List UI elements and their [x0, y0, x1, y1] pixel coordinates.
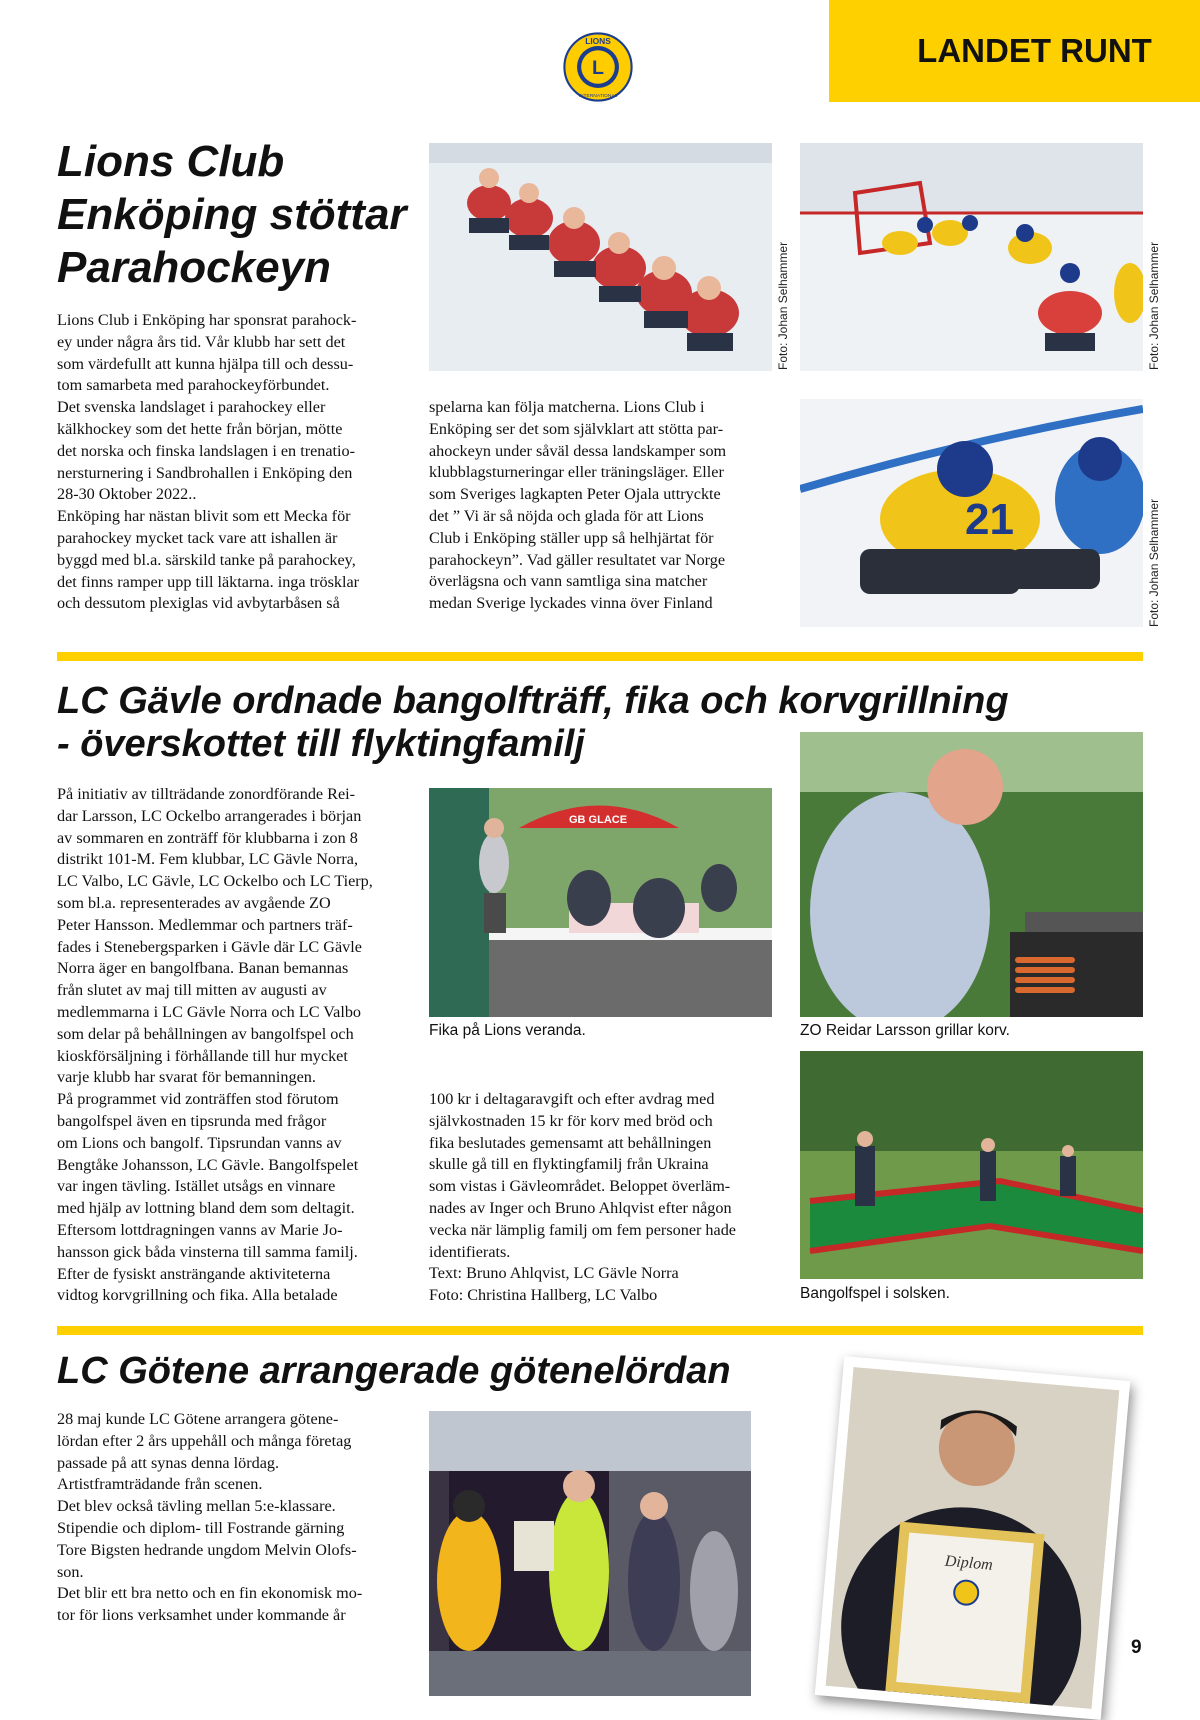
article-1-col1: Lions Club i Enköping har sponsrat parahock- ey under några års tid. Vår klubb har sett det som värdefullt att kunna hjälpa till och dessu- tom samarbeta med parahockeyförbundet. Det svenska landslaget i parahockey eller kälkhockey som det hette från början, mötte det norska och finska landslagen i en trenatio- nersturnering i Sandbrohallen i Enköping den 28-30 Oktober 2022.. Enköping har nästan blivit som ett Mecka för parahockey mycket tack vare att ishallen är byggd med bl.a. särskild tanke på parahockey, det finns ramper upp till läktarna. inga trösklar och dessutom plexiglas vid avbytarbåsen så: [57, 311, 360, 613]
article-3-title: LC Götene arrangerade götenelördan: [57, 1350, 731, 1392]
logo-letter: L: [592, 57, 604, 79]
page-number: 9: [1131, 1637, 1142, 1658]
photo-hockey-action: [800, 399, 1143, 627]
article-2-col1: På initiativ av tillträdande zonordförande Rei- dar Larsson, LC Ockelbo arrangerades i början av sommaren en zonträff för klubbarna i zon 8 distrikt 101-M. Fem klubbar, LC Gävle Norra, LC Valbo, LC Gävle, LC Ockelbo och LC Tierp, som bl.a. representerades av avgående ZO Peter Hansson. Medlemmar och partners träf- fades i Stenebergsparken i Gävle där LC Gävle Norra äger en bangolfbana. Banan bemannas från slutet av maj till mitten av augusti av medlemmarna i LC Gävle Norra och LC Valbo som delar på behållningen av bangolfspel och kioskförsäljning i förhållande till hur mycket varje klubb har svarat för bemanningen. På programmet vid zonträffen stod förutom bangolfspel även en tipsrunda med frågor om Lions och bangolf. Tipsrundan vanns av Bengtåke Johansson, LC Gävle. Bangolfspelet var ingen tävling. Istället utsågs en vinnare med hjälp av lottning bland dem som deltagit. Eftersom lottdragningen vanns av Marie Jo- hansson gick båda vinsterna till samma familj. Efter de fysiskt ansträngande aktiviteterna vidtog korvgrillning och fika. Alla betalade: [57, 785, 373, 1305]
article-1-title-line: Lions Club: [57, 137, 285, 186]
article-1-col2: spelarna kan följa matcherna. Lions Club i Enköping ser det som självklart att stötta par- ahockeyn under såväl dessa landskamper som klubblagsturneringar eller träningsläger. Eller som Sveriges lagkapten Peter Ojala uttryckte det ” Vi är så nöjda och glada för att Lions Club i Enköping ställer upp så helhjärtat för parahockeyn”. Vad gäller resultatet var Norge överlägsna och vann samtliga sina matcher medan Sverige lyckades vinna över Finland: [429, 398, 727, 613]
logo-text-bottom: INTERNATIONAL: [578, 94, 618, 100]
photo-stage: [429, 1411, 751, 1696]
photo-minigolf: [800, 1051, 1143, 1279]
photo-credit: Foto: Johan Selhammer: [1147, 498, 1161, 627]
article-2-title-line: - överskottet till flyktingfamilj: [57, 723, 585, 765]
article-2-col2: 100 kr i deltagaravgift och efter avdrag med självkostnaden 15 kr för korv med bröd och fika beslutades gemensamt att behållningen skulle gå till en flyktingfamilj från Ukraina som vistas i Gävleområdet. Beloppet överläm- nades av Inger och Bruno Ahlqvist efter någon vecka när lämplig familj om fem personer hade identifierats. Text: Bruno Ahlqvist, LC Gävle Norra Foto: Christina Hallberg, LC Valbo: [429, 1090, 736, 1305]
photo-caption: Fika på Lions veranda.: [429, 1022, 586, 1039]
article-3-col1: 28 maj kunde LC Götene arrangera götene- lördan efter 2 års uppehåll och många företag passade på att synas denna lördag. Artistframträdande från scenen. Det blev också tävling mellan 5:e-klassare. Stipendie och diplom- till Fostrande gärning Tore Bigsten hedrande ungdom Melvin Olofs- son. Det blir ett bra netto och en fin ekonomisk mo- tor för lions verksamhet under kommande år: [57, 1410, 363, 1625]
diploma-word: Diplom: [944, 1552, 994, 1574]
article-1-title-line: Parahockeyn: [57, 243, 331, 292]
section-divider: [57, 652, 1143, 661]
article-1-title-line: Enköping stöttar: [57, 190, 407, 239]
umbrella-text: GB GLACE: [569, 814, 628, 826]
section-label: LANDET RUNT: [829, 0, 1200, 102]
article-1-title: [57, 135, 427, 294]
lions-logo: [563, 32, 633, 102]
logo-text-top: LIONS: [585, 35, 611, 46]
photo-hockey-goal: [800, 143, 1143, 371]
photo-credit: Foto: Johan Selhammer: [776, 241, 790, 370]
photo-caption: ZO Reidar Larsson grillar korv.: [800, 1022, 1010, 1039]
photo-grill: [800, 732, 1143, 1017]
photo-hockey-bench: [429, 143, 772, 371]
photo-credit: Foto: Johan Selhammer: [1147, 241, 1161, 370]
photo-caption: Bangolfspel i solsken.: [800, 1285, 950, 1302]
photo-diploma: [815, 1356, 1131, 1720]
section-divider: [57, 1326, 1143, 1335]
article-2-title-line: LC Gävle ordnade bangolfträff, fika och korvgrillning: [57, 680, 1009, 722]
svg-text:21: 21: [965, 495, 1014, 544]
photo-veranda: [429, 788, 772, 1017]
